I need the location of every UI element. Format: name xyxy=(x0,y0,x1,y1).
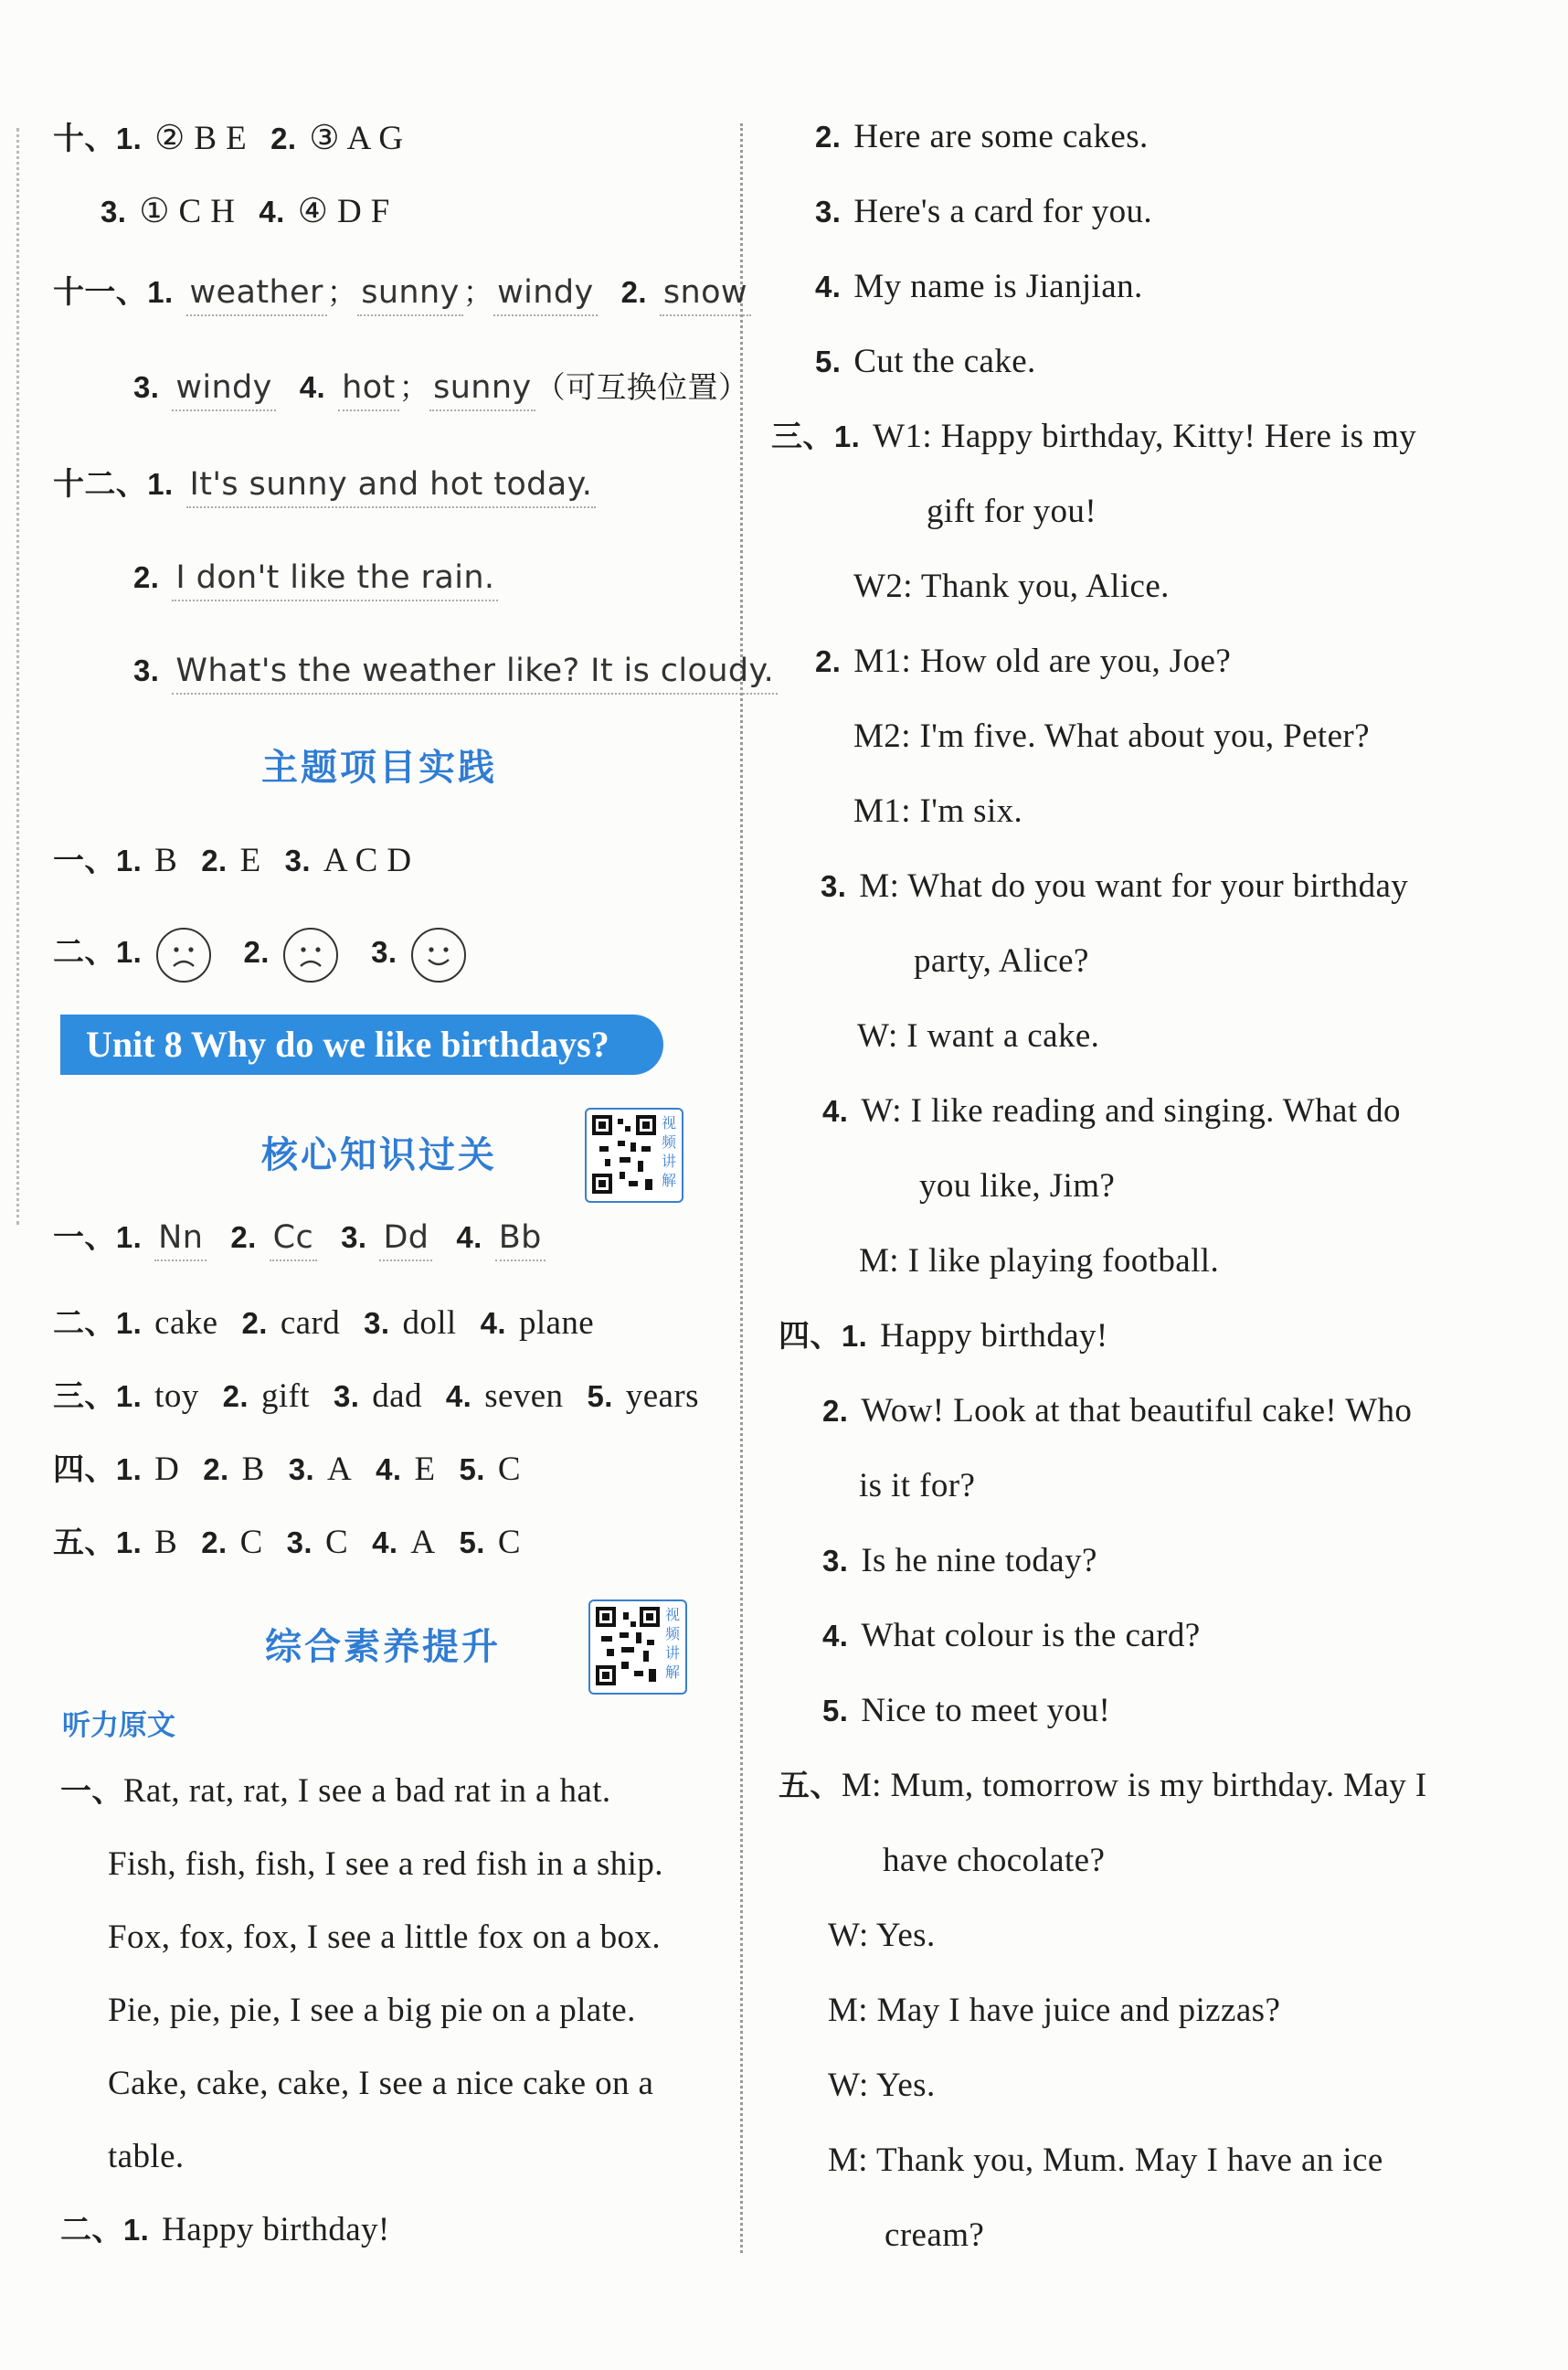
qr-code-icon[interactable] xyxy=(588,1599,687,1695)
handwritten-answer: sunny xyxy=(357,271,463,316)
item-number: 2. xyxy=(620,275,647,309)
t2-mark: 二、 xyxy=(53,934,116,971)
listening-script-tag: 听力原文 xyxy=(62,1709,175,1742)
item-number: 5. xyxy=(587,1379,613,1413)
r2-item5 xyxy=(815,340,1036,384)
handwritten-answer: Bb xyxy=(495,1216,546,1261)
separator: ； xyxy=(462,274,494,310)
answer-text: toy xyxy=(154,1377,199,1415)
handwritten-answer: I don't like the rain. xyxy=(172,556,498,601)
answer-text: A C D xyxy=(323,842,412,879)
answer-text: ④ D F xyxy=(297,193,390,230)
c5-line xyxy=(53,1521,521,1565)
dialogue-line: W1: Happy birthday, Kitty! Here is my xyxy=(873,418,1417,455)
answer-text: plane xyxy=(518,1304,595,1342)
dialogue-line: M1: How old are you, Joe? xyxy=(853,643,1232,680)
unit-title-banner: Unit 8 Why do we like birthdays? xyxy=(60,1015,663,1075)
item-number: 3. xyxy=(371,935,397,969)
l1-line2: Fish, fish, fish, I see a red fish in a ship. xyxy=(108,1845,663,1883)
r3-d2-line3: M1: I'm six. xyxy=(853,792,1023,830)
r3-mark: 三、 xyxy=(771,419,834,455)
item-number: 2. xyxy=(243,935,270,969)
q11-line2 xyxy=(133,366,748,411)
r3-d3-line3: W: I want a cake. xyxy=(857,1017,1100,1055)
answer-text: A xyxy=(410,1524,436,1561)
item-number: 3. xyxy=(821,869,847,903)
item-number: 2. xyxy=(133,560,160,594)
sad-face-icon xyxy=(283,928,338,983)
sad-face-icon xyxy=(156,928,211,983)
r4-line2 xyxy=(822,1389,1412,1433)
item-number: 1. xyxy=(115,935,143,969)
q10-line2 xyxy=(101,190,390,234)
answer-text: doll xyxy=(402,1304,457,1342)
script-line: Here are some cakes. xyxy=(853,118,1149,155)
item-number: 4. xyxy=(456,1220,482,1254)
r4-line4 xyxy=(822,1614,1201,1658)
item-number: 2. xyxy=(270,122,297,155)
item-number: 4. xyxy=(815,270,842,303)
item-number: 4. xyxy=(372,1525,398,1559)
r3-d4-line1 xyxy=(822,1089,1401,1133)
item-number: 4. xyxy=(376,1452,402,1486)
q12-line2 xyxy=(133,556,498,601)
answer-text: dad xyxy=(372,1377,422,1415)
r4-line1 xyxy=(779,1314,1108,1358)
q10-mark: 十、 xyxy=(53,121,116,157)
item-number: 3. xyxy=(286,1525,313,1559)
c3-mark: 三、 xyxy=(53,1378,116,1415)
item-number: 3. xyxy=(815,195,842,228)
l1-line6: table. xyxy=(108,2138,185,2175)
q11-line1 xyxy=(53,271,751,316)
item-number: 1. xyxy=(147,275,174,309)
r3-d3-line1 xyxy=(821,865,1408,909)
item-number: 3. xyxy=(333,1379,360,1413)
r3-d1-line2: gift for you! xyxy=(927,493,1097,530)
script-line: Rat, rat, rat, I see a bad rat in a hat. xyxy=(122,1772,611,1810)
script-line: Is he nine today? xyxy=(861,1542,1097,1579)
r5-line4: M: May I have juice and pizzas? xyxy=(828,1992,1281,2029)
item-number: 3. xyxy=(133,654,160,687)
handwritten-answer: windy xyxy=(172,366,275,411)
interchangeable-note: （可互换位置） xyxy=(535,369,749,405)
l1-mark: 一、 xyxy=(60,1773,123,1810)
answer-text: gift xyxy=(260,1377,310,1415)
separator: ； xyxy=(398,369,430,405)
item-number: 1. xyxy=(115,1452,143,1486)
item-number: 4. xyxy=(822,1619,849,1653)
item-number: 1. xyxy=(122,2213,150,2247)
theme-practice-heading: 主题项目实践 xyxy=(261,747,497,789)
r3-d4-line3: M: I like playing football. xyxy=(859,1242,1220,1280)
item-number: 5. xyxy=(459,1452,485,1486)
c1-line xyxy=(53,1216,546,1261)
qr-pattern xyxy=(596,1607,660,1685)
q11-mark: 十一、 xyxy=(53,274,148,311)
r2-item3 xyxy=(815,190,1152,234)
column-divider xyxy=(740,123,743,2253)
item-number: 3. xyxy=(364,1306,390,1340)
answer-text: ② B E xyxy=(154,120,248,157)
answer-text: B xyxy=(154,842,178,879)
l1-line5: Cake, cake, cake, I see a nice cake on a xyxy=(108,2065,654,2102)
answer-text: cake xyxy=(154,1304,218,1342)
c5-mark: 五、 xyxy=(53,1525,116,1561)
answer-text: C xyxy=(497,1524,521,1561)
answer-text: years xyxy=(625,1377,699,1415)
handwritten-answer: Nn xyxy=(154,1216,207,1261)
script-line: Happy birthday! xyxy=(880,1317,1108,1355)
dialogue-line: W: I like reading and singing. What do xyxy=(861,1092,1401,1130)
script-line: My name is Jianjian. xyxy=(853,268,1143,305)
handwritten-answer: Dd xyxy=(379,1216,432,1261)
item-number: 1. xyxy=(115,1220,143,1254)
c2-line xyxy=(53,1302,594,1345)
item-number: 1. xyxy=(841,1319,868,1353)
item-number: 5. xyxy=(815,345,842,378)
answer-text: D xyxy=(154,1451,180,1488)
l2-mark: 二、 xyxy=(60,2212,123,2248)
script-line: Nice to meet you! xyxy=(861,1692,1111,1729)
item-number: 3. xyxy=(101,195,127,228)
r5-line1 xyxy=(779,1764,1427,1808)
item-number: 2. xyxy=(815,644,842,678)
handwritten-answer: sunny xyxy=(429,366,535,411)
item-number: 4. xyxy=(259,195,285,228)
r3-d1-line3: W2: Thank you, Alice. xyxy=(853,568,1170,605)
item-number: 4. xyxy=(445,1379,472,1413)
answer-text: card xyxy=(280,1304,341,1342)
t1-line xyxy=(53,839,411,883)
r5-line3: W: Yes. xyxy=(828,1917,936,1954)
answer-text: E xyxy=(239,842,261,879)
item-number: 4. xyxy=(299,370,326,404)
t2-line xyxy=(53,923,466,983)
r3-d2-line1 xyxy=(815,640,1231,684)
smile-face-icon xyxy=(411,928,466,983)
handwritten-answer: snow xyxy=(660,271,751,316)
item-number: 4. xyxy=(822,1094,849,1128)
handwritten-answer: weather xyxy=(186,271,327,316)
c4-line xyxy=(53,1448,521,1492)
handwritten-answer: It's sunny and hot today. xyxy=(186,462,597,508)
r5-line6: M: Thank you, Mum. May I have an ice xyxy=(828,2142,1383,2179)
c4-mark: 四、 xyxy=(53,1451,116,1488)
script-line: Happy birthday! xyxy=(162,2211,390,2248)
item-number: 2. xyxy=(203,1452,229,1486)
item-number: 1. xyxy=(115,1379,143,1413)
separator: ； xyxy=(326,274,358,310)
t1-mark: 一、 xyxy=(53,843,116,879)
item-number: 2. xyxy=(230,1220,257,1254)
qr-video-label: 视 频 讲 解 xyxy=(661,1114,676,1189)
item-number: 1. xyxy=(115,1306,143,1340)
item-number: 3. xyxy=(822,1544,849,1578)
dialogue-line: M: Mum, tomorrow is my birthday. May I xyxy=(841,1767,1427,1804)
item-number: 2. xyxy=(222,1379,249,1413)
answer-text: C xyxy=(497,1451,521,1488)
answer-text: A xyxy=(327,1451,353,1488)
r5-mark: 五、 xyxy=(779,1768,842,1804)
handwritten-answer: Cc xyxy=(270,1216,317,1261)
r4-mark: 四、 xyxy=(779,1318,842,1355)
dialogue-line: M: What do you want for your birthday xyxy=(859,867,1409,905)
item-number: 1. xyxy=(115,1525,143,1559)
l1-line1 xyxy=(60,1770,611,1813)
answer-text: C xyxy=(324,1524,349,1561)
item-number: 2. xyxy=(815,120,842,154)
script-line: What colour is the card? xyxy=(861,1617,1201,1654)
left-margin-rule xyxy=(16,128,19,1225)
handwritten-answer: windy xyxy=(493,271,597,316)
item-number: 1. xyxy=(115,844,143,877)
handwritten-answer: hot xyxy=(338,366,399,411)
c1-mark: 一、 xyxy=(53,1219,116,1256)
c3-line xyxy=(53,1375,699,1419)
item-number: 2. xyxy=(241,1306,268,1340)
l1-line4: Pie, pie, pie, I see a big pie on a plate. xyxy=(108,1992,636,2029)
item-number: 5. xyxy=(822,1694,849,1727)
item-number: 5. xyxy=(459,1525,485,1559)
item-number: 1. xyxy=(115,122,143,155)
r5-line2: have chocolate? xyxy=(883,1842,1106,1879)
l1-line3: Fox, fox, fox, I see a little fox on a box. xyxy=(108,1918,661,1956)
handwritten-answer: What's the weather like? It is cloudy. xyxy=(172,649,778,695)
item-number: 3. xyxy=(284,844,311,877)
script-line: Wow! Look at that beautiful cake! Who xyxy=(861,1392,1413,1429)
answer-text: B xyxy=(154,1524,178,1561)
r4-line5 xyxy=(822,1689,1110,1733)
comprehensive-heading: 综合素养提升 xyxy=(265,1626,501,1668)
script-line: Here's a card for you. xyxy=(853,193,1153,230)
q12-line1 xyxy=(53,462,596,508)
item-number: 1. xyxy=(147,467,174,501)
q12-line3 xyxy=(133,649,778,695)
answer-text: ① C H xyxy=(139,193,236,230)
item-number: 3. xyxy=(133,370,160,404)
qr-code-icon[interactable] xyxy=(585,1108,683,1203)
r4-line2b: is it for? xyxy=(859,1467,976,1504)
qr-pattern xyxy=(592,1115,656,1194)
q10-line1 xyxy=(53,117,403,161)
r3-d4-line2: you like, Jim? xyxy=(919,1167,1116,1205)
item-number: 2. xyxy=(201,1525,228,1559)
c2-mark: 二、 xyxy=(53,1305,116,1342)
r4-line3 xyxy=(822,1539,1097,1583)
answer-text: B xyxy=(241,1451,265,1488)
r3-d3-line2: party, Alice? xyxy=(914,942,1089,980)
answer-text: seven xyxy=(484,1377,564,1415)
answer-text: ③ A G xyxy=(309,120,404,157)
l2-line1 xyxy=(60,2208,390,2252)
item-number: 3. xyxy=(288,1452,315,1486)
answer-text: C xyxy=(239,1524,263,1561)
q12-mark: 十二、 xyxy=(53,466,148,503)
item-number: 2. xyxy=(201,844,228,877)
core-knowledge-heading: 核心知识过关 xyxy=(261,1134,497,1176)
script-line: Cut the cake. xyxy=(853,343,1036,380)
r2-item4 xyxy=(815,265,1143,309)
item-number: 2. xyxy=(822,1394,849,1428)
qr-video-label: 视 频 讲 解 xyxy=(664,1606,680,1681)
r5-line5: W: Yes. xyxy=(828,2067,936,2104)
item-number: 1. xyxy=(833,420,861,453)
r5-line7: cream? xyxy=(885,2216,985,2254)
r3-d1-line1 xyxy=(771,415,1416,459)
r3-d2-line2: M2: I'm five. What about you, Peter? xyxy=(853,717,1370,755)
r2-item2 xyxy=(815,115,1149,159)
item-number: 4. xyxy=(480,1306,506,1340)
answer-text: E xyxy=(414,1451,436,1488)
item-number: 3. xyxy=(341,1220,367,1254)
